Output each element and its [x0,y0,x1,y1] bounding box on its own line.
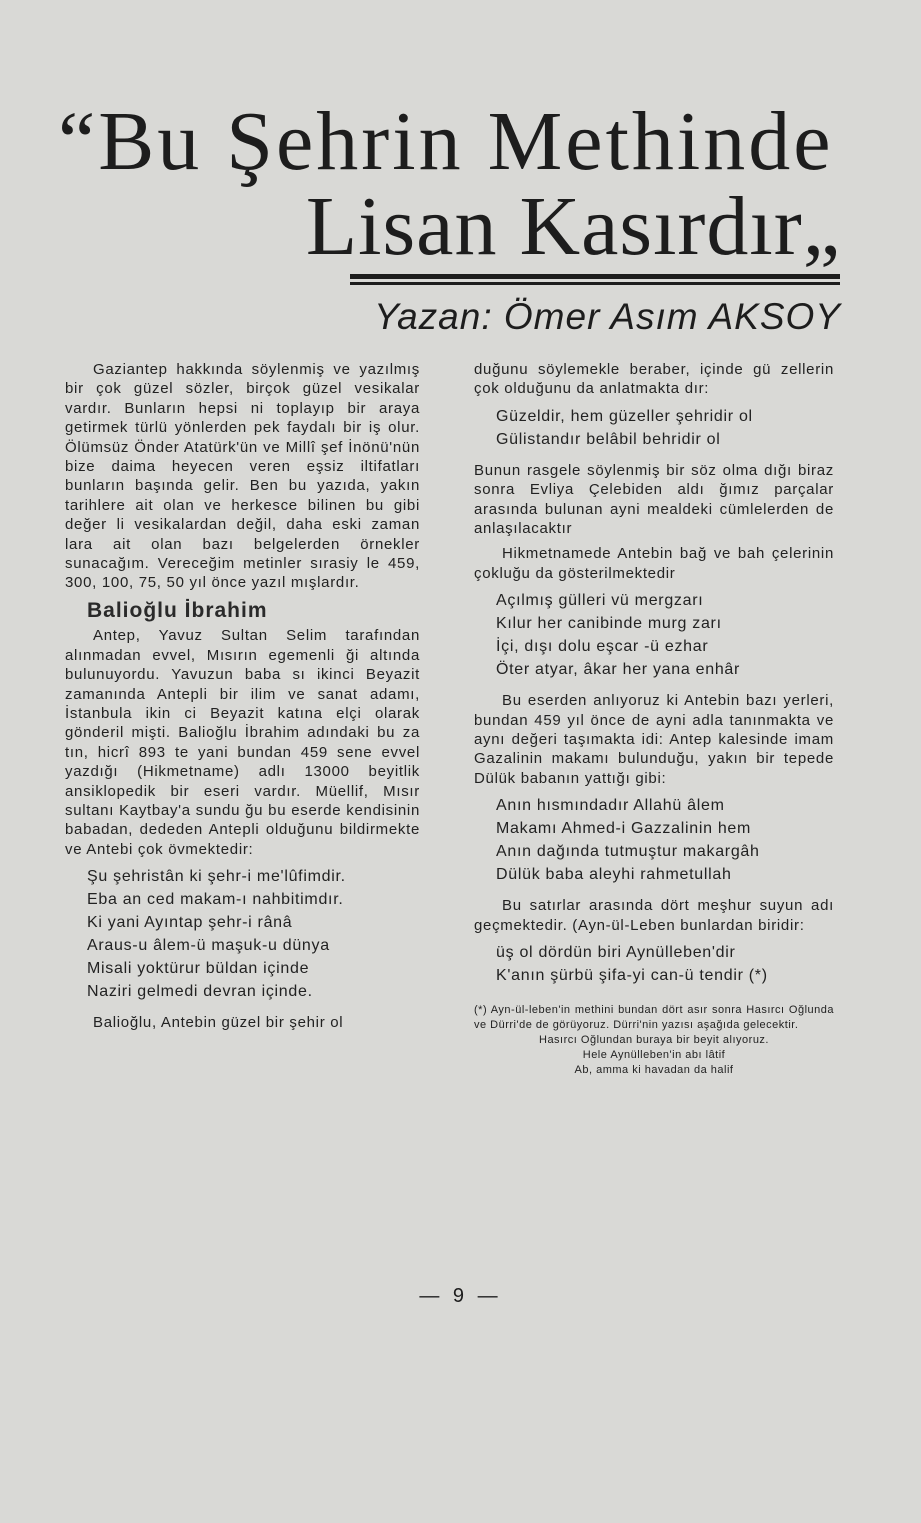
page-number: — 9 — [419,1285,502,1307]
verse-block [496,589,834,681]
verse-line: Misali yoktürur büldan içinde [87,960,310,978]
body-paragraph: Antep, Yavuz Sultan Selim tarafından alınmadan evvel, Mısırın egemenli ği altında bulunuyordu. Yavuzun baba sı ikinci Beyazit zamanında Antepli bir ilim ve sanat adamı, İstanbula ikin ci Beyazit katına elçi olarak gönderil mişti. Balioğlu İbrahim adındaki bu za tın, hicrî 893 te yani bundan 459 sene evvel yazdığı (Hikmetname) adlı 13000 beyitlik ansiklopedik bir eseri vardır. Müellif, Mısır sultanı Kaytbay'a sundu ğu bu eserde kendisinin babadan, dededen Antepli olduğunu bildirmekte ve Antebi çok övmektedir: [65,627,420,858]
title-line-2: Lisan Kasırdır„ [305,180,841,273]
paragraph: Bu eserden anlıyoruz ki Antebin bazı yerleri, bundan 459 yıl önce de ayni adla tanınmakta ve aynı değeri taşımakta idi: Antep kalesinde imam Gazalinin makamı bulunduğu, yakın bir tepede Dülük babanın yattığı gibi: [474,692,834,787]
footnote-verse: Ab, amma ki havadan da halif [574,1064,734,1077]
footnote [474,997,834,1078]
verse-line: Araus-u âlem-ü maşuk-u dünya [87,937,330,955]
verse-line: Kılur her canibinde murg zarı [496,615,722,633]
title-underline-bottom [350,282,840,285]
verse-line: Gülistandır belâbil behridir ol [496,430,721,448]
paragraph: Bunun rasgele söylenmiş bir söz olma dığı biraz sonra Evliya Çelebiden aldı ğımız parçalar arasında bulunan ayni mealdeki cümlelerden de anlaşılacaktır [474,461,834,538]
verse-block [496,941,834,987]
verse-line: Şu şehristân ki şehr-i me'lûfimdir. [87,868,346,886]
verse-line: Eba an ced makam-ı nahbitimdır. [87,891,344,909]
footnote-text: Hasırcı Oğlundan buraya bir beyit alıyoruz. [539,1034,769,1047]
verse-block [87,865,420,1003]
author-byline: Yazan: Ömer Asım AKSOY [374,296,841,337]
verse-line: İçi, dışı dolu eşcar -ü ezhar [496,638,709,656]
verse-line: K'anın şürbü şifa-yi can-ü tendir (*) [496,967,768,985]
footnote-verse: Hele Aynülleben'in abı lâtif [582,1049,726,1062]
title-underline-top [350,274,840,279]
verse-block [496,405,834,451]
intro-paragraph: Gaziantep hakkında söylenmiş ve yazılmış bir çok güzel sözler, birçok güzel vesikalar vardır. Bunların hepsi ni toplayıp bir araya getirmek türlü yönlerden pek faydalı bir iş olur. Ölümsüz Önder Atatürk'ün ve Millî şef İnönü'nün bize daima heyecen veren eşsiz iltifatları bunların başında gelir. Ben bu yazıda, yakın tarihlere ait olan ve herkesce bilinen bu gibi değer li vesikalardan değil, daha eski zaman lara ait olan bazı belgelerden örnekler sunacağım. Vereceğim metinler sırasiy le 459, 300, 100, 75, 50 yıl önce yazıl mışlardır. [65,361,420,592]
verse-block [496,794,834,886]
subheading: Balioğlu İbrahim [87,598,268,622]
continuation-paragraph: duğunu söylemekle beraber, içinde gü zellerin çok olduğunu da anlatmakta dır: [474,361,834,398]
right-column [474,360,834,1078]
verse-line: Güzeldir, hem güzeller şehridir ol [496,407,753,425]
verse-line: Açılmış gülleri vü mergzarı [496,592,704,610]
paragraph: Hikmetnamede Antebin bağ ve bah çelerinin çokluğu da gösterilmektedir [474,545,834,582]
left-column [65,360,420,1039]
verse-line: üş ol dördün biri Aynülleben'dir [496,944,736,962]
footnote-text: (*) Ayn-ül-leben'in methini bundan dört asır sonra Hasırcı Oğlunda ve Dürri'de de görüyoruz. Dürri'nin yazısı aşağıda gelecektir. [474,1004,834,1032]
verse-line: Anın hısmındadır Allahü âlem [496,797,725,815]
verse-line: Dülük baba aleyhi rahmetullah [496,866,732,884]
verse-line: Öter atyar, âkar her yana enhâr [496,661,741,679]
title-line-1: “Bu Şehrin Methinde [58,95,834,188]
verse-line: Makamı Ahmed-i Gazzalinin hem [496,820,752,838]
verse-line: Anın dağında tutmuştur makargâh [496,843,760,861]
closing-line: Balioğlu, Antebin güzel bir şehir ol [93,1014,344,1032]
paragraph: Bu satırlar arasında dört meşhur suyun adı geçmektedir. (Ayn-ül-Leben bunlardan biridir: [474,897,834,934]
verse-line: Ki yani Ayıntap şehr-i rânâ [87,914,293,932]
verse-line: Naziri gelmedi devran içinde. [87,983,313,1001]
